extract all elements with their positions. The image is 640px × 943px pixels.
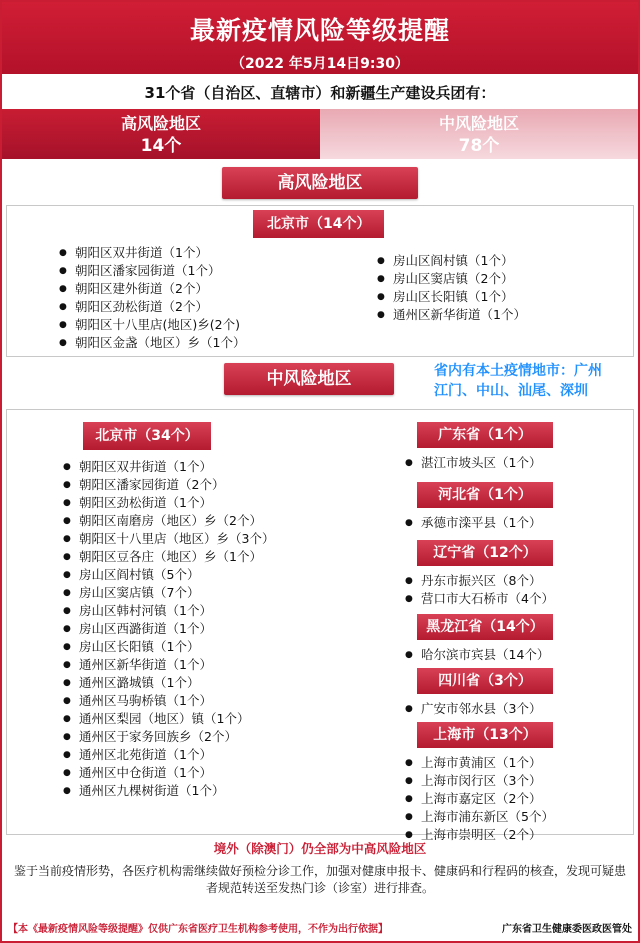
list-item: ● 上海市闵行区（3个）: [405, 772, 554, 790]
list-item: ● 房山区长阳镇（1个）: [377, 288, 526, 306]
header: [2, 2, 638, 74]
list-item: ● 通州区梨园（地区）镇（1个）: [63, 710, 274, 728]
province-tag: 广东省（1个）: [417, 422, 553, 448]
high-risk-panel: [6, 205, 634, 357]
high-risk-banner: 高风险地区: [222, 167, 418, 199]
scope-statement: 31个省（自治区、直辖市）和新疆生产建设兵团有：: [144, 84, 496, 102]
list-item: ● 房山区阎村镇（1个）: [377, 252, 526, 270]
list-item: ● 房山区阎村镇（5个）: [63, 566, 274, 584]
list-item: ● 朝阳区劲松街道（1个）: [63, 494, 274, 512]
high-beijing-tag: 北京市（14个）: [253, 210, 384, 238]
list-item: ● 朝阳区南磨房（地区）乡（2个）: [63, 512, 274, 530]
province-tag: 辽宁省（12个）: [417, 540, 553, 566]
province-list: [405, 754, 554, 844]
list-item: ● 营口市大石桥市（4个）: [405, 590, 554, 608]
list-item: ● 通州区新华街道（1个）: [377, 306, 526, 324]
province-list: [405, 646, 553, 664]
list-item: ● 房山区窦店镇（7个）: [63, 584, 274, 602]
province-tag: 四川省（3个）: [417, 668, 553, 694]
list-item: ● 上海市浦东新区（5个）: [405, 808, 554, 826]
list-item: ● 朝阳区金盏（地区）乡（1个）: [59, 334, 245, 352]
list-item: ● 朝阳区双井街道（1个）: [63, 458, 274, 476]
list-item: ● 通州区马驹桥镇（1个）: [63, 692, 274, 710]
province-heilongjiang: [417, 614, 553, 664]
list-item: ● 承德市滦平县（1个）: [405, 514, 553, 532]
overseas-note: 境外（除澳门）仍全部为中高风险地区: [213, 841, 427, 856]
province-hebei: [417, 482, 553, 532]
risk-counts: [2, 109, 638, 159]
list-item: ● 通州区新华街道（1个）: [63, 656, 274, 674]
province-tag: 黑龙江省（14个）: [417, 614, 553, 640]
local-outbreak-note: [434, 361, 602, 401]
mid-beijing-tag: 北京市（34个）: [83, 422, 211, 450]
list-item: ● 房山区窦店镇（2个）: [377, 270, 526, 288]
list-item: ● 房山区西潞街道（1个）: [63, 620, 274, 638]
footer-disclaimer: 【本《最新疫情风险等级提醒》仅供广东省医疗卫生机构参考使用，不作为出行依据】: [8, 924, 388, 935]
note-line-1: 省内有本土疫情地市：广州: [434, 363, 602, 379]
high-risk-count-box: [2, 109, 320, 159]
list-item: ● 朝阳区建外街道（2个）: [59, 280, 245, 298]
mid-risk-header-row: [2, 363, 638, 403]
mid-risk-count-box: [320, 109, 638, 159]
page-title: 最新疫情风险等级提醒: [189, 16, 450, 45]
list-item: ● 广安市邻水县（3个）: [405, 700, 553, 718]
province-list: [405, 572, 554, 608]
list-item: ● 通州区潞城镇（1个）: [63, 674, 274, 692]
list-item: ● 朝阳区潘家园街道（2个）: [63, 476, 274, 494]
list-item: ● 上海市黄浦区（1个）: [405, 754, 554, 772]
high-beijing-list-left: [59, 244, 245, 352]
advice-text: 鉴于当前疫情形势，各医疗机构需继续做好预检分诊工作，加强对健康申报卡、健康码和行程码的核查，发现可疑患者规范转送至发热门诊（诊室）进行排查。: [13, 864, 626, 895]
footer: [8, 920, 632, 935]
province-list: [405, 514, 553, 532]
date-subtitle: （2022 年5月14日9:30）: [231, 56, 409, 72]
list-item: ● 通州区中仓街道（1个）: [63, 764, 274, 782]
high-risk-count-label: 高风险地区: [120, 114, 201, 133]
province-tag: 上海市（13个）: [417, 722, 553, 748]
high-risk-count-value: 14个: [140, 136, 182, 156]
list-item: ● 上海市嘉定区（2个）: [405, 790, 554, 808]
mid-beijing-list: [63, 458, 274, 800]
list-item: ● 上海市崇明区（2个）: [405, 826, 554, 844]
province-list: [405, 454, 553, 472]
mid-risk-count-label: 中风险地区: [438, 114, 519, 133]
list-item: ● 朝阳区十八里店(地区)乡(2个): [59, 316, 245, 334]
list-item: ● 通州区于家务回族乡（2个）: [63, 728, 274, 746]
list-item: ● 哈尔滨市宾县（14个）: [405, 646, 553, 664]
footer-source: 广东省卫生健康委医政医管处: [502, 924, 632, 935]
province-tag: 河北省（1个）: [417, 482, 553, 508]
province-sichuan: [417, 668, 553, 718]
mid-risk-count-value: 78个: [458, 136, 500, 156]
province-shanghai: [417, 722, 554, 844]
list-item: ● 丹东市振兴区（8个）: [405, 572, 554, 590]
list-item: ● 朝阳区劲松街道（2个）: [59, 298, 245, 316]
list-item: ● 通州区九棵树街道（1个）: [63, 782, 274, 800]
list-item: ● 房山区长阳镇（1个）: [63, 638, 274, 656]
mid-risk-panel: [6, 409, 634, 842]
province-liaoning: [417, 540, 554, 608]
list-item: ● 朝阳区十八里店（地区）乡（3个）: [63, 530, 274, 548]
mid-risk-banner: 中风险地区: [224, 363, 394, 395]
province-guangdong: [417, 422, 553, 472]
list-item: ● 湛江市坡头区（1个）: [405, 454, 553, 472]
province-list: [405, 700, 553, 718]
list-item: ● 朝阳区双井街道（1个）: [59, 244, 245, 262]
list-item: ● 通州区北苑街道（1个）: [63, 746, 274, 764]
note-line-2: 江门、中山、汕尾、深圳: [434, 383, 588, 399]
list-item: ● 朝阳区潘家园街道（1个）: [59, 262, 245, 280]
high-beijing-list-right: [377, 252, 526, 324]
list-item: ● 朝阳区豆各庄（地区）乡（1个）: [63, 548, 274, 566]
list-item: ● 房山区韩村河镇（1个）: [63, 602, 274, 620]
